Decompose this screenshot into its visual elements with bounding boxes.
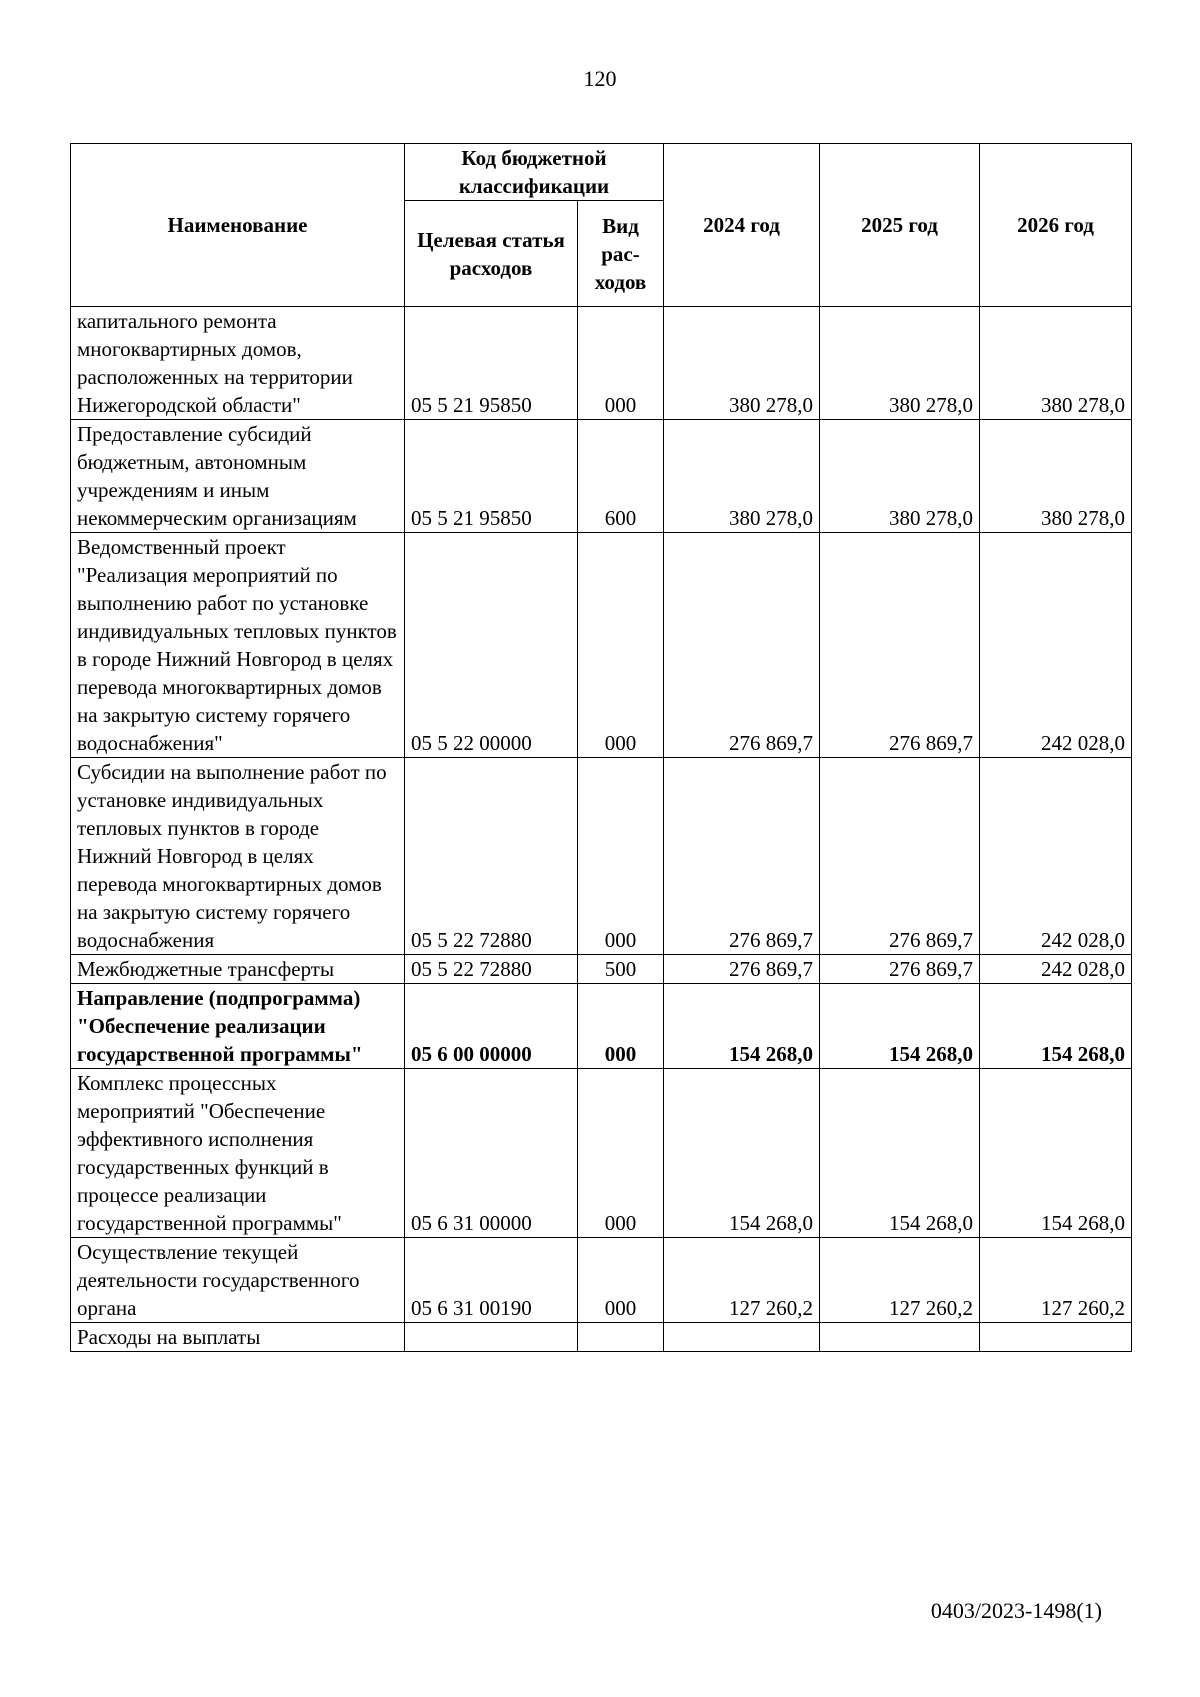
row-value-2024: 276 869,7	[664, 533, 820, 758]
table-header	[71, 144, 1132, 307]
header-name: Наименование	[71, 144, 405, 307]
row-expense-type: 000	[578, 533, 664, 758]
row-name: Комплекс процессных мероприятий "Обеспечение эффективного исполнения государственных функций в процессе реализации государственной программы"	[71, 1069, 405, 1238]
row-expense-type: 000	[578, 1238, 664, 1323]
row-name: Межбюджетные трансферты	[71, 955, 405, 984]
row-name: Ведомственный проект "Реализация мероприятий по выполнению работ по установке индивидуальных тепловых пунктов в городе Нижний Новгород в целях перевода многоквартирных домов на закрытую систему горячего водоснабжения"	[71, 533, 405, 758]
row-expense-type: 000	[578, 307, 664, 420]
row-expense-type: 000	[578, 758, 664, 955]
row-target-article: 05 5 21 95850	[405, 420, 578, 533]
row-value-2024: 127 260,2	[664, 1238, 820, 1323]
row-name: Субсидии на выполнение работ по установке индивидуальных тепловых пунктов в городе Нижний Новгород в целях перевода многоквартирных домов на закрытую систему горячего водоснабжения	[71, 758, 405, 955]
row-value-2026: 242 028,0	[980, 533, 1132, 758]
row-target-article: 05 5 21 95850	[405, 307, 578, 420]
row-value-2026: 154 268,0	[980, 1069, 1132, 1238]
row-target-article: 05 6 31 00000	[405, 1069, 578, 1238]
row-value-2025: 127 260,2	[820, 1238, 980, 1323]
table-row	[71, 307, 1132, 420]
row-target-article	[405, 1323, 578, 1352]
document-id: 0403/2023-1498(1)	[930, 1598, 1102, 1623]
row-target-article: 05 6 31 00190	[405, 1238, 578, 1323]
table-row	[71, 1069, 1132, 1238]
row-name: Расходы на выплаты	[71, 1323, 405, 1352]
row-value-2024	[664, 1323, 820, 1352]
table-row	[71, 758, 1132, 955]
row-name: Направление (подпрограмма) "Обеспечение реализации государственной программы"	[71, 984, 405, 1069]
row-expense-type: 000	[578, 984, 664, 1069]
table-row	[71, 420, 1132, 533]
row-value-2026: 154 268,0	[980, 984, 1132, 1069]
header-2025: 2025 год	[820, 144, 980, 307]
header-expense-type: Вид рас-ходов	[578, 201, 664, 307]
row-name: капитального ремонта многоквартирных домов, расположенных на территории Нижегородской области"	[71, 307, 405, 420]
table-row	[71, 955, 1132, 984]
row-expense-type: 000	[578, 1069, 664, 1238]
row-name: Предоставление субсидий бюджетным, автономным учреждениям и иным некоммерческим организациям	[71, 420, 405, 533]
row-value-2024: 276 869,7	[664, 955, 820, 984]
row-value-2026: 242 028,0	[980, 758, 1132, 955]
row-target-article: 05 5 22 72880	[405, 955, 578, 984]
table-row	[71, 984, 1132, 1069]
row-value-2026	[980, 1323, 1132, 1352]
table-body	[71, 307, 1132, 1352]
row-expense-type	[578, 1323, 664, 1352]
row-value-2026: 242 028,0	[980, 955, 1132, 984]
row-value-2025: 154 268,0	[820, 984, 980, 1069]
row-value-2024: 380 278,0	[664, 420, 820, 533]
row-value-2026: 380 278,0	[980, 420, 1132, 533]
header-target-article: Целевая статья расходов	[405, 201, 578, 307]
table-row	[71, 533, 1132, 758]
row-value-2025: 276 869,7	[820, 955, 980, 984]
row-value-2024: 154 268,0	[664, 1069, 820, 1238]
row-target-article: 05 5 22 72880	[405, 758, 578, 955]
row-value-2025: 380 278,0	[820, 307, 980, 420]
row-value-2025: 276 869,7	[820, 533, 980, 758]
row-value-2025: 154 268,0	[820, 1069, 980, 1238]
row-value-2026: 380 278,0	[980, 307, 1132, 420]
row-value-2024: 276 869,7	[664, 758, 820, 955]
row-value-2024: 380 278,0	[664, 307, 820, 420]
row-value-2025: 380 278,0	[820, 420, 980, 533]
table-row	[71, 1323, 1132, 1352]
page-number: 120	[583, 66, 617, 91]
header-code-group: Код бюджетной классификации	[405, 144, 664, 201]
row-value-2024: 154 268,0	[664, 984, 820, 1069]
row-target-article: 05 5 22 00000	[405, 533, 578, 758]
row-value-2026: 127 260,2	[980, 1238, 1132, 1323]
row-expense-type: 600	[578, 420, 664, 533]
row-name: Осуществление текущей деятельности государственного органа	[71, 1238, 405, 1323]
row-expense-type: 500	[578, 955, 664, 984]
row-target-article: 05 6 00 00000	[405, 984, 578, 1069]
table-row	[71, 1238, 1132, 1323]
header-2026: 2026 год	[980, 144, 1132, 307]
budget-table	[70, 143, 1132, 1352]
row-value-2025: 276 869,7	[820, 758, 980, 955]
row-value-2025	[820, 1323, 980, 1352]
header-2024: 2024 год	[664, 144, 820, 307]
